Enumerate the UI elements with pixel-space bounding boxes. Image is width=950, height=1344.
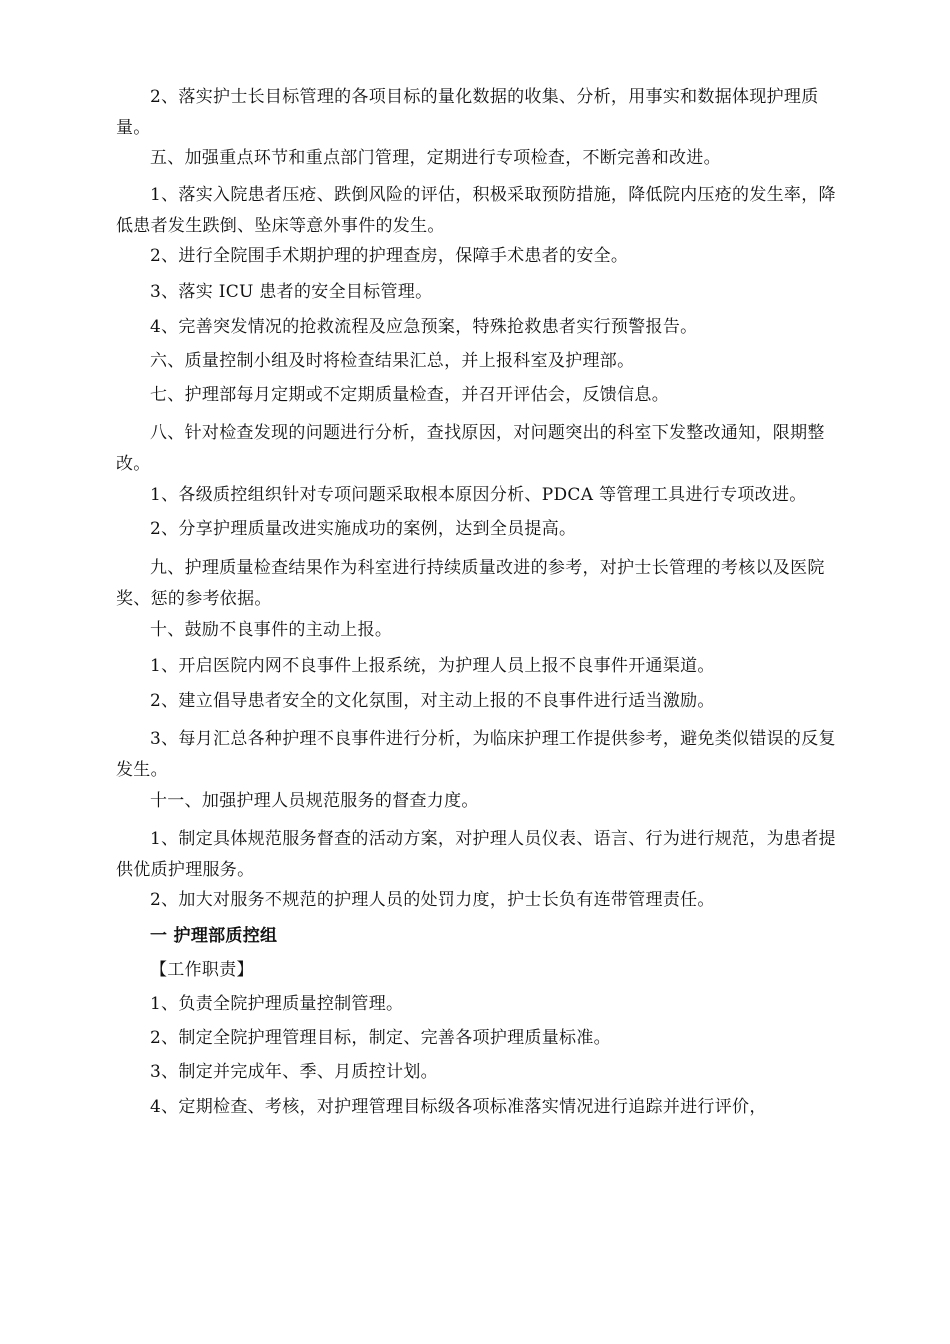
paragraph: 3、每月汇总各种护理不良事件进行分析，为临床护理工作提供参考，避免类似错误的反复发生。 bbox=[116, 729, 836, 780]
paragraph: 1、各级质控组织针对专项问题采取根本原因分析、PDCA 等管理工具进行专项改进。 bbox=[150, 485, 807, 505]
group-heading: 一 护理部质控组 bbox=[150, 926, 278, 946]
paragraph: 1、落实入院患者压疮、跌倒风险的评估，积极采取预防措施，降低院内压疮的发生率，降低患者发生跌倒、坠床等意外事件的发生。 bbox=[116, 185, 836, 236]
duty-heading: 【工作职责】 bbox=[150, 960, 254, 980]
paragraph: 1、开启医院内网不良事件上报系统，为护理人员上报不良事件开通渠道。 bbox=[150, 656, 715, 676]
paragraph: 2、落实护士长目标管理的各项目标的量化数据的收集、分析，用事实和数据体现护理质量。 bbox=[116, 87, 819, 138]
paragraph: 1、负责全院护理质量控制管理。 bbox=[150, 994, 404, 1014]
paragraph: 2、制定全院护理管理目标，制定、完善各项护理质量标准。 bbox=[150, 1028, 611, 1048]
paragraph: 3、落实 ICU 患者的安全目标管理。 bbox=[150, 282, 433, 302]
section-heading: 六、质量控制小组及时将检查结果汇总，并上报科室及护理部。 bbox=[150, 351, 635, 371]
paragraph: 3、制定并完成年、季、月质控计划。 bbox=[150, 1062, 438, 1082]
paragraph: 4、完善突发情况的抢救流程及应急预案，特殊抢救患者实行预警报告。 bbox=[150, 317, 698, 337]
section-heading: 七、护理部每月定期或不定期质量检查，并召开评估会，反馈信息。 bbox=[150, 385, 669, 405]
section-heading: 九、护理质量检查结果作为科室进行持续质量改进的参考，对护士长管理的考核以及医院奖、惩的参考依据。 bbox=[116, 558, 825, 609]
paragraph: 2、分享护理质量改进实施成功的案例，达到全员提高。 bbox=[150, 519, 577, 539]
section-heading: 十、鼓励不良事件的主动上报。 bbox=[150, 620, 393, 640]
paragraph: 1、制定具体规范服务督查的活动方案，对护理人员仪表、语言、行为进行规范，为患者提供优质护理服务。 bbox=[116, 829, 836, 880]
section-heading: 十一、加强护理人员规范服务的督查力度。 bbox=[150, 791, 479, 811]
paragraph: 2、加大对服务不规范的护理人员的处罚力度，护士长负有连带管理责任。 bbox=[150, 890, 715, 910]
paragraph: 4、定期检查、考核，对护理管理目标级各项标准落实情况进行追踪并进行评价， bbox=[150, 1097, 767, 1117]
section-heading: 五、加强重点环节和重点部门管理，定期进行专项检查，不断完善和改进。 bbox=[150, 148, 721, 168]
paragraph: 2、建立倡导患者安全的文化氛围，对主动上报的不良事件进行适当激励。 bbox=[150, 691, 715, 711]
paragraph: 2、进行全院围手术期护理的护理查房，保障手术患者的安全。 bbox=[150, 246, 629, 266]
section-heading: 八、针对检查发现的问题进行分析，查找原因，对问题突出的科室下发整改通知，限期整改。 bbox=[116, 423, 825, 474]
